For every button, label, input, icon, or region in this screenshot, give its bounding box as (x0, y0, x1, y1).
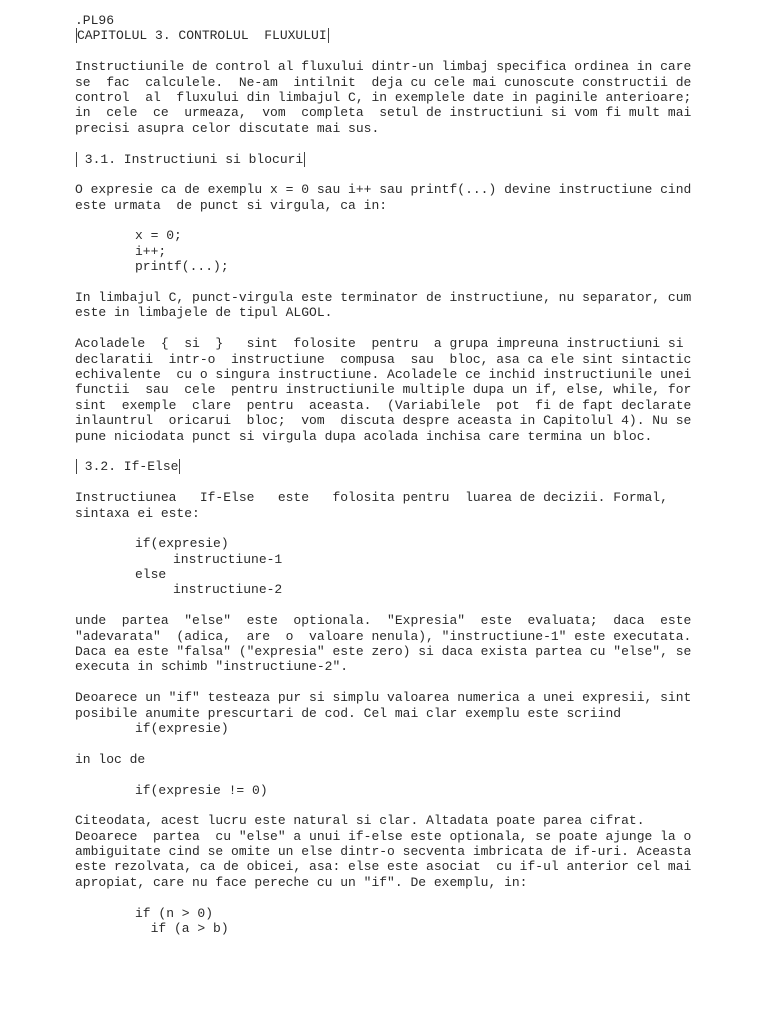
code-line: if (n > 0) (135, 905, 214, 921)
paragraph-line: apropiat, care nu face pereche cu un "if". De exemplu, in: (75, 874, 528, 890)
paragraph-line: executa in schimb "instructiune-2". (75, 659, 349, 675)
section-heading-3-1 (75, 152, 675, 167)
paragraph-line: posibile anumite prescurtari de cod. Cel mai clar exemplu este scriind (75, 705, 622, 721)
code-line: instructiune-2 (173, 582, 283, 598)
intro-line: precisi asupra celor discutate mai sus. (75, 120, 380, 136)
intro-paragraph (75, 59, 692, 136)
paragraph-line: echivalente cu o singura instructiune. Acoladele ce inchid instructiunile unei (75, 366, 692, 382)
code-line: i++; (135, 243, 167, 259)
paragraph-blocks (75, 336, 692, 444)
paragraph-line: Instructiunea If-Else este folosita pentru luarea de decizii. Formal, (75, 490, 668, 506)
paragraph-line: Daca ea este "falsa" ("expresia" este zero) si daca exista partea cu "else", se (75, 644, 692, 660)
code-line: if (a > b) (135, 921, 229, 937)
chapter-title (75, 28, 675, 43)
intro-line: se fac calculele. Ne-am intilnit deja cu cele mai cunoscute constructii de (75, 74, 692, 90)
chapter-title-text: CAPITOLUL 3. CONTROLUL FLUXULUI (77, 28, 327, 44)
section-heading-3-2 (75, 459, 675, 474)
paragraph-line: sintaxa ei este: (75, 505, 200, 521)
paragraph-line: Deoarece partea cu "else" a unui if-else este optionala, se poate ajunge la o (75, 828, 692, 844)
code-line: if(expresie != 0) (135, 782, 268, 798)
intro-line: Instructiunile de control al fluxului dintr-un limbaj specifica ordinea in care (75, 59, 692, 75)
section-heading-text: 3.2. If-Else (77, 459, 179, 475)
code-line: x = 0; (135, 228, 182, 244)
paragraph-line: ambiguitate cind se omite un else dintr-o secventa imbricata de if-uri. Aceasta (75, 844, 692, 860)
section-heading-end-bar (179, 459, 180, 474)
code-line: if(expresie) (135, 536, 229, 552)
code-block-if-else (75, 536, 675, 598)
paragraph-line: In limbajul C, punct-virgula este terminator de instructiune, nu separator, cum (75, 290, 692, 306)
intro-line: in cele ce urmeaza, vom completa setul de instructiuni si vom fi mult mai (75, 105, 692, 121)
paragraph-line: Deoarece un "if" testeaza pur si simplu valoarea numerica a unei expresii, sint (75, 690, 692, 706)
page-marker: .PL96 (75, 13, 115, 28)
paragraph-line: inlauntrul oricarui bloc; vom discuta despre aceasta in Capitolul 4). Nu se (75, 413, 692, 429)
paragraph-line: este rezolvata, ca de obicei, asa: else este asociat cu if-ul anterior cel mai (75, 859, 692, 875)
section-heading-end-bar (304, 152, 305, 167)
section-heading-text: 3.1. Instructiuni si blocuri (77, 151, 304, 167)
paragraph-line: declaratii intr-o instructiune compusa sau bloc, asa ca ele sint sintactic (75, 351, 692, 367)
paragraph-line: functii sau cele pentru instructiunile multiple dupa un if, else, while, for (75, 382, 692, 398)
paragraph-line: O expresie ca de exemplu x = 0 sau i++ sau printf(...) devine instructiune cind (75, 182, 692, 198)
paragraph-line: Acoladele { si } sint folosite pentru a grupa impreuna instructiuni si (75, 336, 684, 352)
intro-line: control al fluxului din limbajul C, in exemplele date in paginile anterioare; (75, 89, 692, 105)
paragraph-line: pune niciodata punct si virgula dupa acolada inchisa care termina un bloc. (75, 428, 653, 444)
code-block-nested-if (75, 906, 675, 937)
paragraph-else-optional (75, 613, 692, 675)
paragraph-line: sint exemple clare pentru aceasta. (Variabilele pot fi de fapt declarate (75, 397, 692, 413)
code-block-statements (75, 228, 675, 274)
code-line: else (135, 567, 167, 583)
code-line: instructiune-1 (173, 551, 283, 567)
code-line: printf(...); (135, 259, 229, 275)
document-page (75, 13, 692, 937)
chapter-title-end-bar (328, 28, 329, 43)
paragraph-ambiguity (75, 813, 692, 890)
code-line: if(expresie) (135, 720, 229, 736)
paragraph-line: in loc de (75, 751, 146, 767)
paragraph-line: Citeodata, acest lucru este natural si clar. Altadata poate parea cifrat. (75, 813, 645, 829)
paragraph-line: "adevarata" (adica, are o valoare nenula), "instructiune-1" este executata. (75, 628, 692, 644)
paragraph-line: este urmata de punct si virgula, ca in: (75, 197, 388, 213)
paragraph-line: unde partea "else" este optionala. "Expresia" este evaluata; daca este (75, 613, 692, 629)
paragraph-line: este in limbajele de tipul ALGOL. (75, 305, 333, 321)
